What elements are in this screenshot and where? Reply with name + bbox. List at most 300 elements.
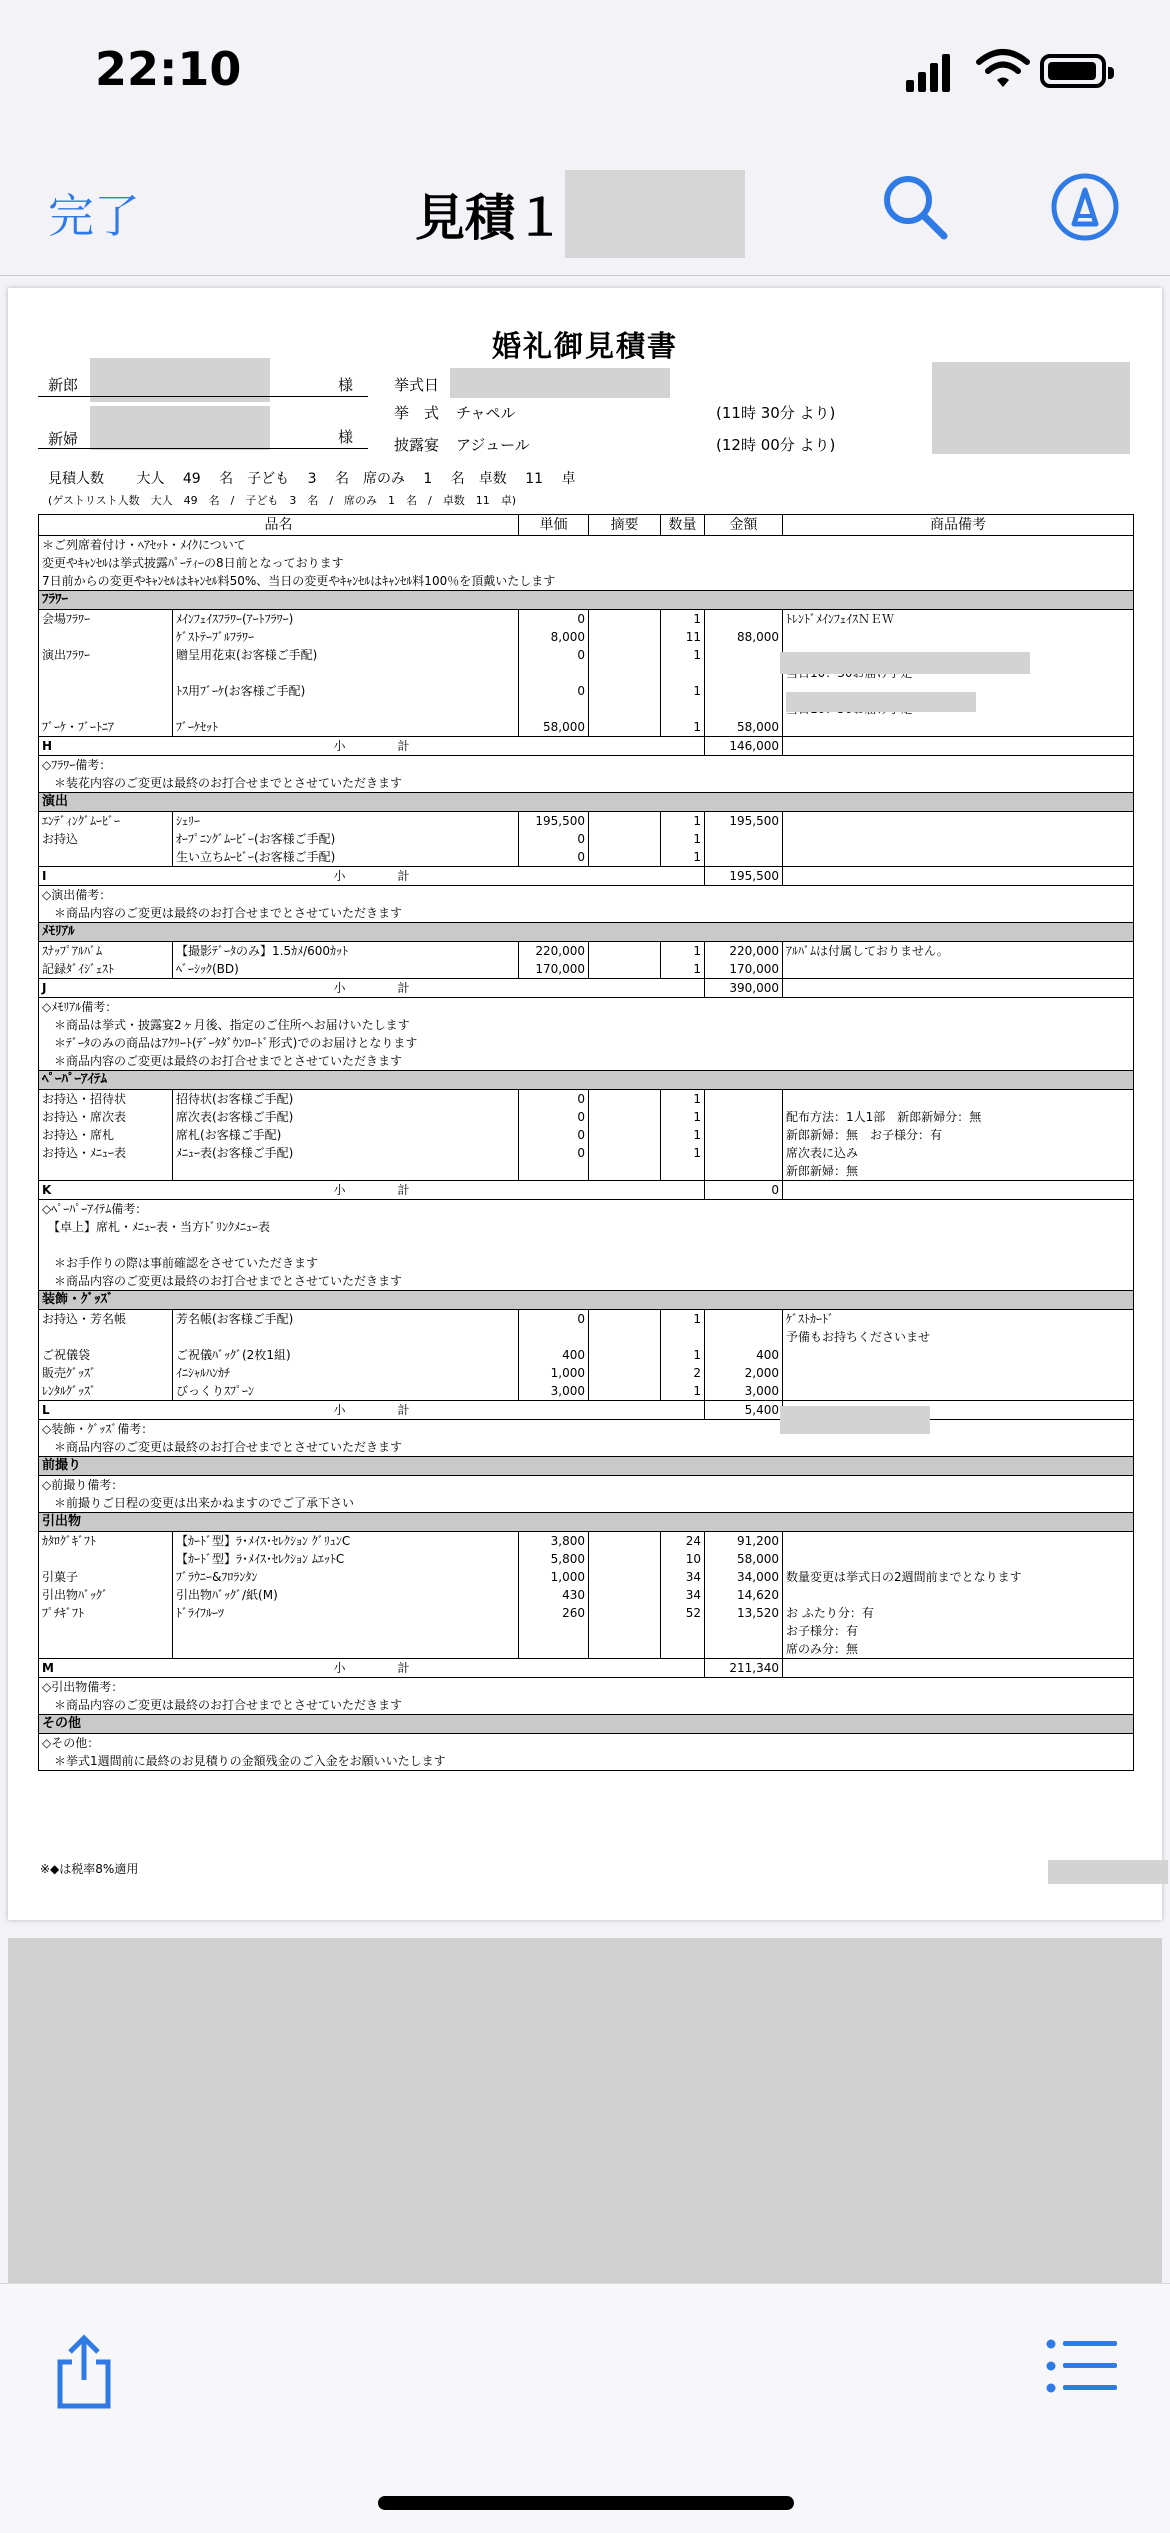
table-row <box>39 628 1134 646</box>
cell-summary <box>589 960 661 979</box>
cell-item: ご祝儀ﾊﾞｯｸﾞ(2枚1組) <box>173 1346 519 1364</box>
cell-price <box>519 664 589 682</box>
cell-price <box>519 1622 589 1640</box>
redacted-ceremony-date <box>450 368 670 398</box>
cell-cat: お持込・席札 <box>39 1126 173 1144</box>
cell-cat: 引菓子 <box>39 1568 173 1586</box>
cell-summary <box>589 1586 661 1604</box>
cell-qty: 1 <box>661 718 705 737</box>
cell-cat: 記録ﾀﾞｲｼﾞｪｽﾄ <box>39 960 173 979</box>
note-line-text: ＊商品内容のご変更は最終のお打合せまでとさせていただきます <box>39 904 1134 923</box>
intro-line-text: 変更やｷｬﾝｾﾙは挙式披露ﾊﾟｰﾃｨｰの8日前となっております <box>39 554 1134 572</box>
markup-pen-icon[interactable] <box>1050 172 1120 242</box>
cell-qty: 1 <box>661 1310 705 1329</box>
note-line <box>39 756 1134 775</box>
status-time: 22:10 <box>95 42 242 96</box>
cell-cat <box>39 664 173 682</box>
battery-icon <box>1040 54 1106 88</box>
table-row <box>39 830 1134 848</box>
table-row <box>39 1622 1134 1640</box>
cell-amount: 220,000 <box>705 942 783 961</box>
cell-summary <box>589 1310 661 1329</box>
cell-summary <box>589 1622 661 1640</box>
cell-cat: 引出物ﾊﾞｯｸﾞ <box>39 1586 173 1604</box>
redacted-venue-info <box>932 362 1130 454</box>
cell-price: 1,000 <box>519 1568 589 1586</box>
note-line <box>39 774 1134 793</box>
note-line-text: ＊お手作りの際は事前確認をさせていただきます <box>39 1254 1134 1272</box>
section-header <box>39 1071 1134 1090</box>
intro-line <box>39 536 1134 555</box>
subtotal-amount: 0 <box>705 1181 783 1200</box>
note-line-text: ＊商品内容のご変更は最終のお打合せまでとさせていただきます <box>39 1438 1134 1457</box>
cell-price: 3,800 <box>519 1532 589 1551</box>
intro-line-text: ＊ご列席着付け・ﾍｱｾｯﾄ・ﾒｲｸについて <box>39 536 1134 555</box>
nav-bar <box>0 150 1170 276</box>
cell-note <box>783 718 1134 737</box>
next-page-placeholder <box>8 1938 1162 2283</box>
cell-summary <box>589 700 661 718</box>
cell-note: 数量変更は挙式日の2週間前までとなります <box>783 1568 1134 1586</box>
ceremony-venue: チャペル <box>456 404 516 422</box>
subtotal-row <box>39 867 1134 886</box>
cell-amount <box>705 1126 783 1144</box>
cell-price: 3,000 <box>519 1382 589 1401</box>
cell-cat: ﾌﾟﾁｷﾞﾌﾄ <box>39 1604 173 1622</box>
cell-qty: 1 <box>661 1090 705 1109</box>
cell-amount <box>705 848 783 867</box>
bride-label: 新婦 <box>48 430 79 448</box>
list-icon[interactable] <box>1045 2336 1117 2396</box>
cell-qty: 1 <box>661 812 705 831</box>
cell-cat <box>39 1162 173 1181</box>
cell-cat: お持込・席次表 <box>39 1108 173 1126</box>
cell-item <box>173 700 519 718</box>
table-row <box>39 1144 1134 1162</box>
cell-price: 8,000 <box>519 628 589 646</box>
table-row <box>39 1364 1134 1382</box>
cell-amount <box>705 1090 783 1109</box>
cell-summary <box>589 1346 661 1364</box>
cell-summary <box>589 1328 661 1346</box>
cell-qty: 1 <box>661 1346 705 1364</box>
cell-summary <box>589 682 661 700</box>
section-header <box>39 1291 1134 1310</box>
cell-item: 席次表(お客様ご手配) <box>173 1108 519 1126</box>
cell-note: お子様分：有 <box>783 1622 1134 1640</box>
search-icon[interactable] <box>880 172 950 242</box>
table-row <box>39 1162 1134 1181</box>
cell-note <box>783 1532 1134 1551</box>
header-qty: 数量 <box>661 515 705 536</box>
cell-item: 招待状(お客様ご手配) <box>173 1090 519 1109</box>
cell-cat: お持込・招待状 <box>39 1090 173 1109</box>
cell-amount <box>705 1162 783 1181</box>
document-page <box>8 288 1162 1920</box>
cell-cat: お持込・芳名帳 <box>39 1310 173 1329</box>
note-line-text: ＊ﾃﾞｰﾀのみの商品はｱｸﾘｰﾄ(ﾃﾞｰﾀﾀﾞｳﾝﾛｰﾄﾞ形式)でのお届けとなります <box>39 1034 1134 1052</box>
subtotal-label: 小 計 <box>333 739 430 753</box>
section-header-text: 前撮り <box>39 1457 1134 1476</box>
section-header-text: 引出物 <box>39 1513 1134 1532</box>
cell-summary <box>589 1108 661 1126</box>
header-summary: 摘要 <box>589 515 661 536</box>
note-line-text: ＊前撮りご日程の変更は出来かねますのでご了承下さい <box>39 1494 1134 1513</box>
cell-cat: お持込 <box>39 830 173 848</box>
guest-list-count: (ゲストリスト人数 大人 49 名 / 子ども 3 名 / 席のみ 1 名 / 卓数 11 卓) <box>48 494 517 507</box>
cell-cat: ﾌﾞｰｹ・ﾌﾞｰﾄﾆｱ <box>39 718 173 737</box>
subtotal-key: K <box>42 1183 52 1197</box>
cell-cat <box>39 628 173 646</box>
cell-qty: 34 <box>661 1586 705 1604</box>
bottom-toolbar <box>0 2283 1170 2533</box>
cell-summary <box>589 1640 661 1659</box>
cell-summary <box>589 830 661 848</box>
cell-note: 予備もお持ちくださいませ <box>783 1328 1134 1346</box>
header-item: 品名 <box>39 515 519 536</box>
cell-cat: お持込・ﾒﾆｭｰ表 <box>39 1144 173 1162</box>
cell-cat: ｴﾝﾃﾞｨﾝｸﾞﾑｰﾋﾞｰ <box>39 812 173 831</box>
section-header-text: ﾒﾓﾘｱﾙ <box>39 923 1134 942</box>
subtotal-amount: 211,340 <box>705 1659 783 1678</box>
cell-summary <box>589 1532 661 1551</box>
note-line <box>39 1218 1134 1236</box>
cell-price: 170,000 <box>519 960 589 979</box>
cell-qty <box>661 700 705 718</box>
cell-price: 0 <box>519 1090 589 1109</box>
cell-price: 0 <box>519 646 589 664</box>
cell-note: ｱﾙﾊﾞﾑは付属しておりません。 <box>783 942 1134 961</box>
cell-amount: 58,000 <box>705 1550 783 1568</box>
note-line <box>39 1034 1134 1052</box>
cell-qty <box>661 1162 705 1181</box>
cell-qty: 2 <box>661 1364 705 1382</box>
cell-note: 配布方法：1人1部 新郎新婦分：無 <box>783 1108 1134 1126</box>
cell-amount <box>705 1144 783 1162</box>
cell-summary <box>589 1162 661 1181</box>
cell-amount: 88,000 <box>705 628 783 646</box>
cell-cat: ﾚﾝﾀﾙｸﾞｯｽﾞ <box>39 1382 173 1401</box>
redacted-footer <box>1048 1860 1168 1884</box>
cell-price: 0 <box>519 848 589 867</box>
cell-item <box>173 1622 519 1640</box>
cell-note <box>783 830 1134 848</box>
cell-qty <box>661 1640 705 1659</box>
cell-qty: 24 <box>661 1532 705 1551</box>
cell-amount <box>705 1108 783 1126</box>
note-line <box>39 1254 1134 1272</box>
done-button[interactable]: 完了 <box>48 189 140 243</box>
cell-amount: 34,000 <box>705 1568 783 1586</box>
cell-qty: 11 <box>661 628 705 646</box>
cell-qty: 1 <box>661 942 705 961</box>
note-line <box>39 1678 1134 1697</box>
subtotal-row <box>39 1181 1134 1200</box>
cell-summary <box>589 646 661 664</box>
cell-amount <box>705 700 783 718</box>
table-row <box>39 1586 1134 1604</box>
cell-item: ｲﾆｼｬﾙﾊﾝｶﾁ <box>173 1364 519 1382</box>
cell-note <box>783 1364 1134 1382</box>
note-line-text: ◇ﾍﾟｰﾊﾟｰｱｲﾃﾑ備考： <box>39 1200 1134 1219</box>
cell-summary <box>589 1364 661 1382</box>
cell-price: 0 <box>519 1144 589 1162</box>
cell-amount <box>705 1622 783 1640</box>
header-price: 単価 <box>519 515 589 536</box>
subtotal-row <box>39 1401 1134 1420</box>
cell-summary <box>589 664 661 682</box>
subtotal-amount: 146,000 <box>705 737 783 756</box>
cell-price: 430 <box>519 1586 589 1604</box>
table-row <box>39 610 1134 629</box>
note-line <box>39 1752 1134 1771</box>
cell-price <box>519 1162 589 1181</box>
subtotal-key: M <box>42 1661 54 1675</box>
cell-amount <box>705 646 783 664</box>
cell-amount <box>705 1328 783 1346</box>
subtotal-amount: 195,500 <box>705 867 783 886</box>
cell-item: ﾍﾞｰｼｯｸ(BD) <box>173 960 519 979</box>
table-row <box>39 718 1134 737</box>
section-header-text: その他 <box>39 1715 1134 1734</box>
cell-summary <box>589 1144 661 1162</box>
cell-qty: 52 <box>661 1604 705 1622</box>
cell-amount <box>705 830 783 848</box>
table-row <box>39 1126 1134 1144</box>
cell-note: ﾄﾚﾝﾄﾞﾒｲﾝﾌｪｲｽＮＥＷ <box>783 610 1134 629</box>
section-header-text: 装飾・ｸﾞｯｽﾞ <box>39 1291 1134 1310</box>
estimate-title: 婚礼御見積書 <box>491 329 678 363</box>
cell-summary <box>589 1550 661 1568</box>
note-line <box>39 1016 1134 1034</box>
cell-price <box>519 1328 589 1346</box>
cell-cat <box>39 682 173 700</box>
note-line <box>39 904 1134 923</box>
groom-underline <box>38 396 368 397</box>
groom-label: 新郎 <box>48 376 79 394</box>
cell-item: 贈呈用花束(お客様ご手配) <box>173 646 519 664</box>
cell-qty: 1 <box>661 682 705 700</box>
cell-price: 220,000 <box>519 942 589 961</box>
cell-item: 【撮影ﾃﾞｰﾀのみ】1.5ｶﾒ/600ｶｯﾄ <box>173 942 519 961</box>
cell-qty: 1 <box>661 646 705 664</box>
table-row <box>39 1550 1134 1568</box>
cell-item: ﾒﾆｭｰ表(お客様ご手配) <box>173 1144 519 1162</box>
cell-price: 195,500 <box>519 812 589 831</box>
bride-sama: 様 <box>338 428 354 446</box>
reception-label: 披露宴 <box>394 436 440 454</box>
table-row <box>39 960 1134 979</box>
note-line-text: ＊商品内容のご変更は最終のお打合せまでとさせていただきます <box>39 1272 1134 1291</box>
home-indicator[interactable] <box>378 2496 794 2510</box>
note-line-text: ◇ﾒﾓﾘｱﾙ備考： <box>39 998 1134 1017</box>
reception-venue: アジュール <box>456 436 530 454</box>
note-line <box>39 1272 1134 1291</box>
cell-amount <box>705 1310 783 1329</box>
cell-amount: 170,000 <box>705 960 783 979</box>
cell-price: 0 <box>519 830 589 848</box>
cell-cat <box>39 1550 173 1568</box>
cell-qty <box>661 1328 705 1346</box>
redacted-note <box>780 1406 930 1434</box>
note-line <box>39 1438 1134 1457</box>
cell-amount: 3,000 <box>705 1382 783 1401</box>
cell-qty: 1 <box>661 610 705 629</box>
cell-summary <box>589 1604 661 1622</box>
cell-cat <box>39 1640 173 1659</box>
cell-cat <box>39 700 173 718</box>
cell-note <box>783 960 1134 979</box>
ceremony-label: 挙 式 <box>394 404 440 422</box>
intro-line-text: 7日前からの変更やｷｬﾝｾﾙはｷｬﾝｾﾙ料50%、当日の変更やｷｬﾝｾﾙはｷｬﾝｾﾙ料100％を頂戴いたします <box>39 572 1134 591</box>
table-row <box>39 812 1134 831</box>
redacted-area <box>565 170 745 258</box>
cell-amount: 195,500 <box>705 812 783 831</box>
section-header <box>39 1457 1134 1476</box>
cell-note: 席のみ分：無 <box>783 1640 1134 1659</box>
cell-item: ﾌﾞｰｹｾｯﾄ <box>173 718 519 737</box>
note-line <box>39 998 1134 1017</box>
redacted-bride-name <box>90 406 270 450</box>
table-row <box>39 1310 1134 1329</box>
cell-qty: 10 <box>661 1550 705 1568</box>
cell-qty: 1 <box>661 1144 705 1162</box>
cell-price: 0 <box>519 1310 589 1329</box>
note-line <box>39 1052 1134 1071</box>
status-bar <box>0 0 1170 150</box>
tax-footnote: ※◆は税率8%適用 <box>40 1862 139 1876</box>
cell-item: ｼｪﾘｰ <box>173 812 519 831</box>
cell-cat: 販売ｸﾞｯｽﾞ <box>39 1364 173 1382</box>
section-header <box>39 793 1134 812</box>
cell-item: ｵｰﾌﾟﾆﾝｸﾞﾑｰﾋﾞｰ(お客様ご手配) <box>173 830 519 848</box>
note-line-text <box>39 1236 1134 1254</box>
cell-price: 58,000 <box>519 718 589 737</box>
note-line-text: ＊挙式1週間前に最終のお見積りの金額残金のご入金をお願いいたします <box>39 1752 1134 1771</box>
cell-item <box>173 1162 519 1181</box>
subtotal-key: H <box>42 739 53 753</box>
subtotal-label: 小 計 <box>333 981 430 995</box>
cell-qty: 34 <box>661 1568 705 1586</box>
cell-note <box>783 812 1134 831</box>
subtotal-row <box>39 979 1134 998</box>
cell-item: 生い立ちﾑｰﾋﾞｰ(お客様ご手配) <box>173 848 519 867</box>
intro-line <box>39 572 1134 591</box>
cell-item: 席札(お客様ご手配) <box>173 1126 519 1144</box>
wifi-icon <box>975 48 1031 90</box>
table-row <box>39 848 1134 867</box>
note-line-text: ＊装花内容のご変更は最終のお打合せまでとさせていただきます <box>39 774 1134 793</box>
cell-amount: 14,620 <box>705 1586 783 1604</box>
cell-item <box>173 1640 519 1659</box>
section-header <box>39 1513 1134 1532</box>
note-line <box>39 886 1134 905</box>
cell-cat <box>39 848 173 867</box>
cell-item <box>173 664 519 682</box>
subtotal-label: 小 計 <box>333 1183 430 1197</box>
cell-cat: ｶﾀﾛｸﾞｷﾞﾌﾄ <box>39 1532 173 1551</box>
note-line-text: ◇装飾・ｸﾞｯｽﾞ備考： <box>39 1420 1134 1439</box>
cell-amount <box>705 682 783 700</box>
subtotal-label: 小 計 <box>333 1661 430 1675</box>
table-row <box>39 1568 1134 1586</box>
note-line <box>39 1696 1134 1715</box>
guest-count: 見積人数 大人 49 名 子ども 3 名 席のみ 1 名 卓数 11 卓 <box>48 471 576 487</box>
cell-price: 400 <box>519 1346 589 1364</box>
cell-note: 新郎新婦：無 <box>783 1162 1134 1181</box>
cell-price: 0 <box>519 1108 589 1126</box>
header-amount: 金額 <box>705 515 783 536</box>
table-row <box>39 1090 1134 1109</box>
cell-note <box>783 1586 1134 1604</box>
share-icon[interactable] <box>52 2334 116 2410</box>
note-line <box>39 1734 1134 1753</box>
cell-note: 新郎新婦：無 お子様分：有 <box>783 1126 1134 1144</box>
note-line-text: ◇ﾌﾗﾜｰ備考： <box>39 756 1134 775</box>
cell-amount <box>705 1640 783 1659</box>
cell-item: 引出物ﾊﾞｯｸﾞ/紙(M) <box>173 1586 519 1604</box>
cell-amount: 400 <box>705 1346 783 1364</box>
table-row <box>39 942 1134 961</box>
redacted-note <box>786 692 976 712</box>
note-line-text: ◇演出備考： <box>39 886 1134 905</box>
ceremony-time: (11時 30分 より) <box>716 404 836 422</box>
section-header-text: 演出 <box>39 793 1134 812</box>
note-line-text: ◇その他： <box>39 1734 1134 1753</box>
cell-amount <box>705 664 783 682</box>
section-header <box>39 923 1134 942</box>
cell-price: 0 <box>519 610 589 629</box>
cell-item: 芳名帳(お客様ご手配) <box>173 1310 519 1329</box>
subtotal-row <box>39 1659 1134 1678</box>
note-line-text: ◇前撮り備考： <box>39 1476 1134 1495</box>
subtotal-key: L <box>42 1403 50 1417</box>
cell-amount: 2,000 <box>705 1364 783 1382</box>
cell-cat <box>39 1328 173 1346</box>
cell-note: ｹﾞｽﾄｶｰﾄﾞ <box>783 1310 1134 1329</box>
cell-qty: 1 <box>661 1382 705 1401</box>
cell-price: 5,800 <box>519 1550 589 1568</box>
subtotal-label: 小 計 <box>333 869 430 883</box>
cell-cat: ご祝儀袋 <box>39 1346 173 1364</box>
bride-underline <box>38 448 368 449</box>
cell-summary <box>589 628 661 646</box>
cell-price <box>519 700 589 718</box>
cell-summary <box>589 610 661 629</box>
subtotal-amount: 390,000 <box>705 979 783 998</box>
redacted-note <box>780 652 1030 674</box>
note-line-text: ＊商品は挙式・披露宴2ヶ月後、指定のご住所へお届けいたします <box>39 1016 1134 1034</box>
cell-cat: 演出ﾌﾗﾜｰ <box>39 646 173 664</box>
table-row <box>39 1532 1134 1551</box>
section-header <box>39 1715 1134 1734</box>
note-line-text: ◇引出物備考： <box>39 1678 1134 1697</box>
cell-summary <box>589 812 661 831</box>
groom-sama: 様 <box>338 376 354 394</box>
cell-item: ﾒｲﾝﾌｪｲｽﾌﾗﾜｰ(ｱｰﾄﾌﾗﾜｰ) <box>173 610 519 629</box>
cell-qty: 1 <box>661 848 705 867</box>
header-note: 商品備考 <box>783 515 1134 536</box>
cell-note <box>783 1550 1134 1568</box>
cell-cat: 会場ﾌﾗﾜｰ <box>39 610 173 629</box>
subtotal-key: I <box>42 869 47 883</box>
cell-note <box>783 1346 1134 1364</box>
cell-note <box>783 848 1134 867</box>
section-header-text: ﾌﾗﾜｰ <box>39 591 1134 610</box>
cell-summary <box>589 1568 661 1586</box>
cell-summary <box>589 1382 661 1401</box>
cell-amount: 58,000 <box>705 718 783 737</box>
